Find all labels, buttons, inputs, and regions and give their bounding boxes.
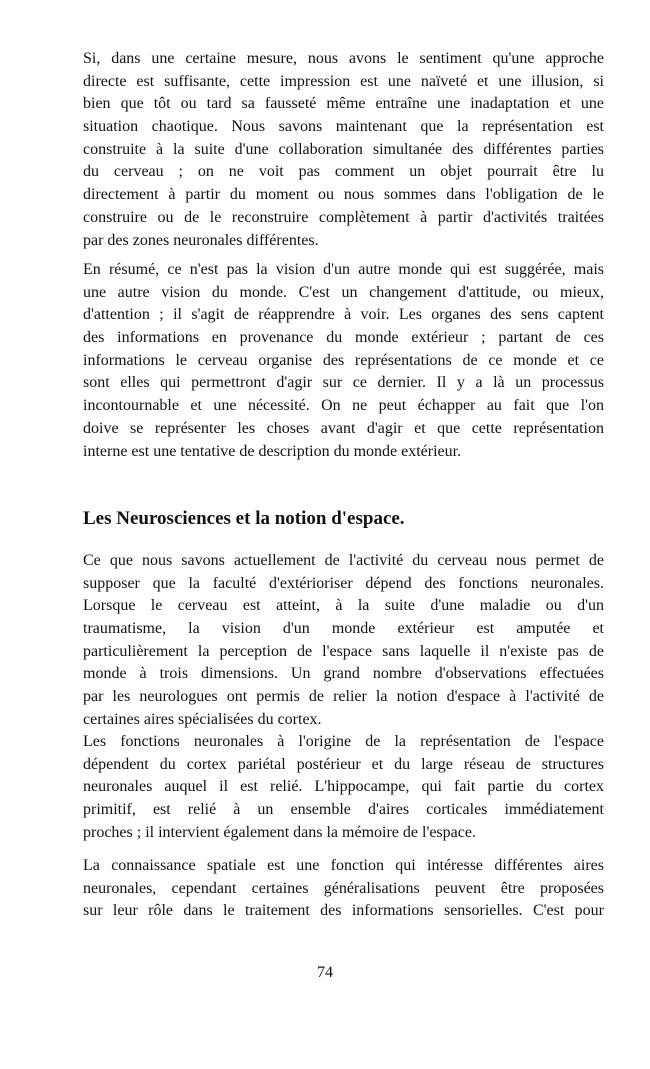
paragraph-4 [83, 731, 604, 844]
page-number: 74 [317, 964, 333, 981]
text-line: incontournable et une nécessité. On ne peut échapper au fait que l'on [83, 397, 604, 415]
text-line: des informations en provenance du monde extérieur ; partant de ces [83, 329, 604, 347]
text-line: interne est une tentative de description du monde extérieur. [83, 442, 462, 460]
text-line: dépendent du cortex pariétal postérieur et du large réseau de structures [83, 755, 604, 773]
text-line: En résumé, ce n'est pas la vision d'un autre monde qui est suggérée, mais [83, 261, 604, 278]
text-line: d'attention ; il s'agit de réapprendre à voir. Les organes des sens captent [83, 306, 604, 324]
text-line: La connaissance spatiale est une fonction qui intéresse différentes aires [83, 857, 604, 874]
text-line: par des zones neuronales différentes. [83, 231, 319, 249]
text-line: particulièrement la perception de l'espace sans laquelle il n'existe pas de [83, 642, 604, 660]
text-line: Si, dans une certaine mesure, nous avons le sentiment qu'une approche [83, 50, 604, 67]
text-line: supposer que la faculté d'extérioriser dépend des fonctions neuronales. [83, 574, 604, 592]
text-line: proches ; il intervient également dans la mémoire de l'espace. [83, 823, 476, 841]
text-line: par les neurologues ont permis de relier la notion d'espace à l'activité de [83, 688, 604, 706]
paragraph-2 [83, 259, 604, 463]
text-line: du cerveau ; on ne voit pas comment un objet pourrait être lu [83, 163, 604, 181]
text-line: bien que tôt ou tard sa fausseté même entraîne une inadaptation et une [83, 95, 604, 113]
text-line: une autre vision du monde. C'est un changement d'attitude, ou mieux, [83, 283, 604, 301]
text-line: doive se représenter les choses avant d'agir et que cette représentation [83, 419, 604, 437]
section-heading: Les Neurosciences et la notion d'espace. [83, 508, 405, 529]
text-line: sur leur rôle dans le traitement des informations sensorielles. C'est pour [83, 902, 604, 920]
paragraph-5 [83, 855, 604, 923]
text-line: Ce que nous savons actuellement de l'activité du cerveau nous permet de [83, 552, 604, 569]
text-line: Lorsque le cerveau est atteint, à la suite d'une maladie ou d'un [83, 597, 604, 615]
text-line: neuronales auquel il est relié. L'hippocampe, qui fait partie du cortex [83, 778, 604, 796]
text-line: certaines aires spécialisées du cortex. [83, 710, 322, 728]
text-line: construire ou de le reconstruire complètement à partir d'activités traitées [83, 208, 604, 226]
text-line: primitif, est relié à un ensemble d'aires corticales immédiatement [83, 801, 604, 819]
text-line: directement à partir du moment ou nous sommes dans l'obligation de le [83, 186, 604, 204]
text-line: situation chaotique. Nous savons maintenant que la représentation est [83, 118, 604, 136]
text-line: construite à la suite d'une collaboration simultanée des différentes parties [83, 140, 604, 158]
text-line: sont elles qui permettront d'agir sur ce dernier. Il y a là un processus [83, 374, 604, 392]
text-line: monde à trois dimensions. Un grand nombre d'observations effectuées [83, 665, 604, 683]
paragraph-3 [83, 550, 604, 732]
text-line: traumatisme, la vision d'un monde extérieur est amputée et [83, 620, 604, 638]
paragraph-1 [83, 48, 604, 252]
text-line: neuronales, cependant certaines généralisations peuvent être proposées [83, 879, 604, 897]
text-line: directe est suffisante, cette impression est une naïveté et une illusion, si [83, 72, 604, 90]
text-line: informations le cerveau organise des représentations de ce monde et ce [83, 351, 604, 369]
text-line: Les fonctions neuronales à l'origine de la représentation de l'espace [83, 733, 604, 750]
